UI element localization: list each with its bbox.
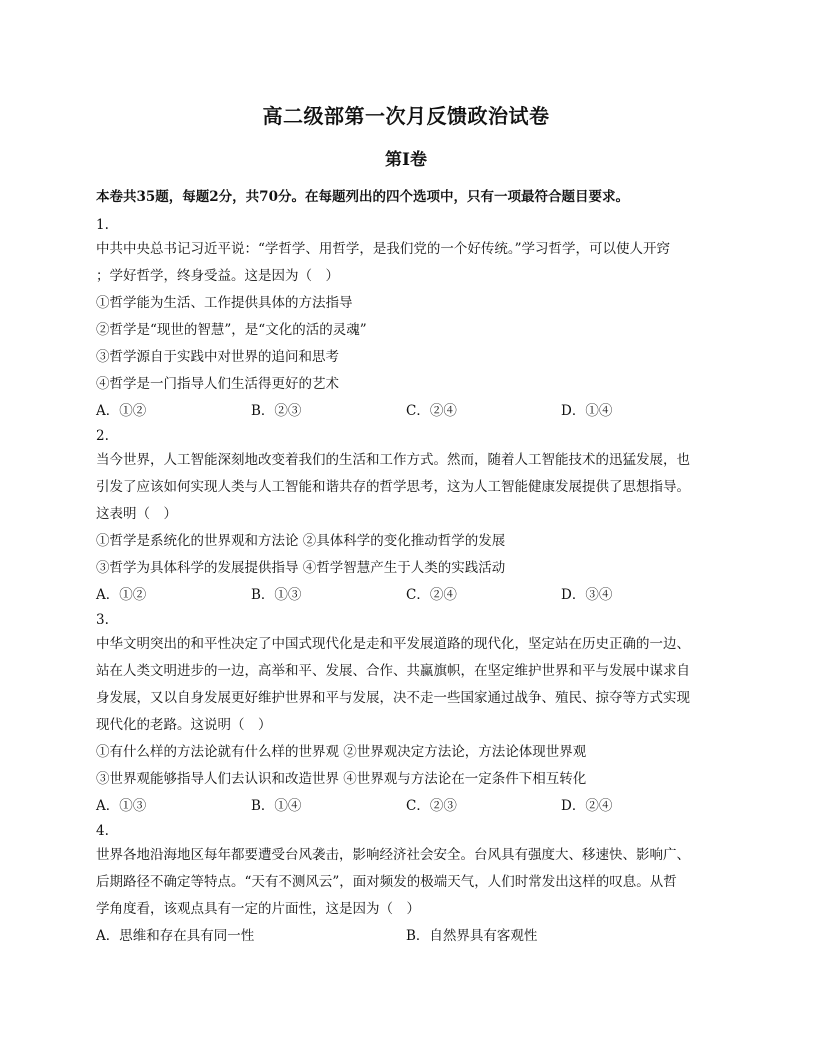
question-number: 4. xyxy=(96,823,109,839)
question-text: 当今世界，人工智能深刻地改变着我们的生活和工作方式。然而，随着人工智能技术的迅猛发展，也 xyxy=(96,452,690,468)
answer-options xyxy=(96,582,716,609)
option-d[interactable]: D．②④ xyxy=(561,798,613,814)
option-a[interactable]: A．①② xyxy=(96,403,147,419)
option-b[interactable]: B．①④ xyxy=(251,798,302,814)
statement: ①有什么样的方法论就有什么样的世界观 ②世界观决定方法论，方法论体现世界观 xyxy=(96,744,587,760)
statement: ③哲学为具体科学的发展提供指导 ④哲学智慧产生于人类的实践活动 xyxy=(96,560,506,576)
option-d[interactable]: D．①④ xyxy=(561,403,613,419)
statement: ①哲学是系统化的世界观和方法论 ②具体科学的变化推动哲学的发展 xyxy=(96,533,506,549)
question-text: 中共中央总书记习近平说：“学哲学、用哲学，是我们党的一个好传统。”学习哲学，可以使人开窍 xyxy=(96,241,671,257)
question-text: 身发展，又以自身发展更好维护世界和平与发展，决不走一些国家通过战争、殖民、掠夺等方式实现 xyxy=(96,690,690,706)
option-a[interactable]: A．思维和存在具有同一性 xyxy=(96,928,255,944)
question-text: 中华文明突出的和平性决定了中国式现代化是走和平发展道路的现代化，坚定站在历史正确的一边、 xyxy=(96,636,690,652)
question-text: 后期路径不确定等特点。“天有不测风云”，面对频发的极端天气，人们时常发出这样的叹息。从哲 xyxy=(96,874,677,890)
instructions: 本卷共35题，每题2分，共70分。在每题列出的四个选项中，只有一项最符合题目要求。 xyxy=(96,189,629,205)
question-number: 2. xyxy=(96,428,109,444)
answer-options xyxy=(96,793,716,820)
question-text: 世界各地沿海地区每年都要遭受台风袭击，影响经济社会安全。台风具有强度大、移速快、影响广、 xyxy=(96,847,690,863)
question-text: 现代化的老路。这说明（ ） xyxy=(96,717,272,733)
question-block xyxy=(96,820,716,950)
option-c[interactable]: C．②④ xyxy=(406,403,457,419)
statement: ①哲学能为生活、工作提供具体的方法指导 xyxy=(96,295,353,311)
statement: ②哲学是“现世的智慧”，是“文化的活的灵魂” xyxy=(96,322,367,338)
option-b[interactable]: B．①③ xyxy=(251,587,302,603)
question-text: 引发了应该如何实现人类与人工智能和谐共存的哲学思考，这为人工智能健康发展提供了思想指导。 xyxy=(96,479,690,495)
option-d[interactable]: D．③④ xyxy=(561,587,613,603)
question-text: 这表明（ ） xyxy=(96,506,177,522)
statement: ③世界观能够指导人们去认识和改造世界 ④世界观与方法论在一定条件下相互转化 xyxy=(96,771,587,787)
question-block xyxy=(96,609,716,820)
option-b[interactable]: B．自然界具有客观性 xyxy=(406,928,538,944)
page-title: 高二级部第一次月反馈政治试卷 xyxy=(262,104,550,128)
option-c[interactable]: C．②③ xyxy=(406,798,457,814)
question-text: 学角度看，该观点具有一定的片面性，这是因为（ ） xyxy=(96,901,420,917)
statement: ④哲学是一门指导人们生活得更好的艺术 xyxy=(96,376,339,392)
statement: ③哲学源自于实践中对世界的追问和思考 xyxy=(96,349,339,365)
answer-options xyxy=(96,398,716,425)
question-block xyxy=(96,425,716,609)
option-a[interactable]: A．①② xyxy=(96,587,147,603)
option-a[interactable]: A．①③ xyxy=(96,798,147,814)
question-number: 1. xyxy=(96,217,109,233)
option-b[interactable]: B．②③ xyxy=(251,403,302,419)
question-text: 站在人类文明进步的一边，高举和平、发展、合作、共赢旗帜，在坚定维护世界和平与发展中谋求自 xyxy=(96,663,690,679)
answer-options xyxy=(96,923,716,950)
option-c[interactable]: C．②④ xyxy=(406,587,457,603)
question-number: 3. xyxy=(96,612,109,628)
question-text: ；学好哲学，终身受益。这是因为（ ） xyxy=(96,268,339,284)
section-title: 第I卷 xyxy=(385,150,427,170)
question-block xyxy=(96,214,716,425)
